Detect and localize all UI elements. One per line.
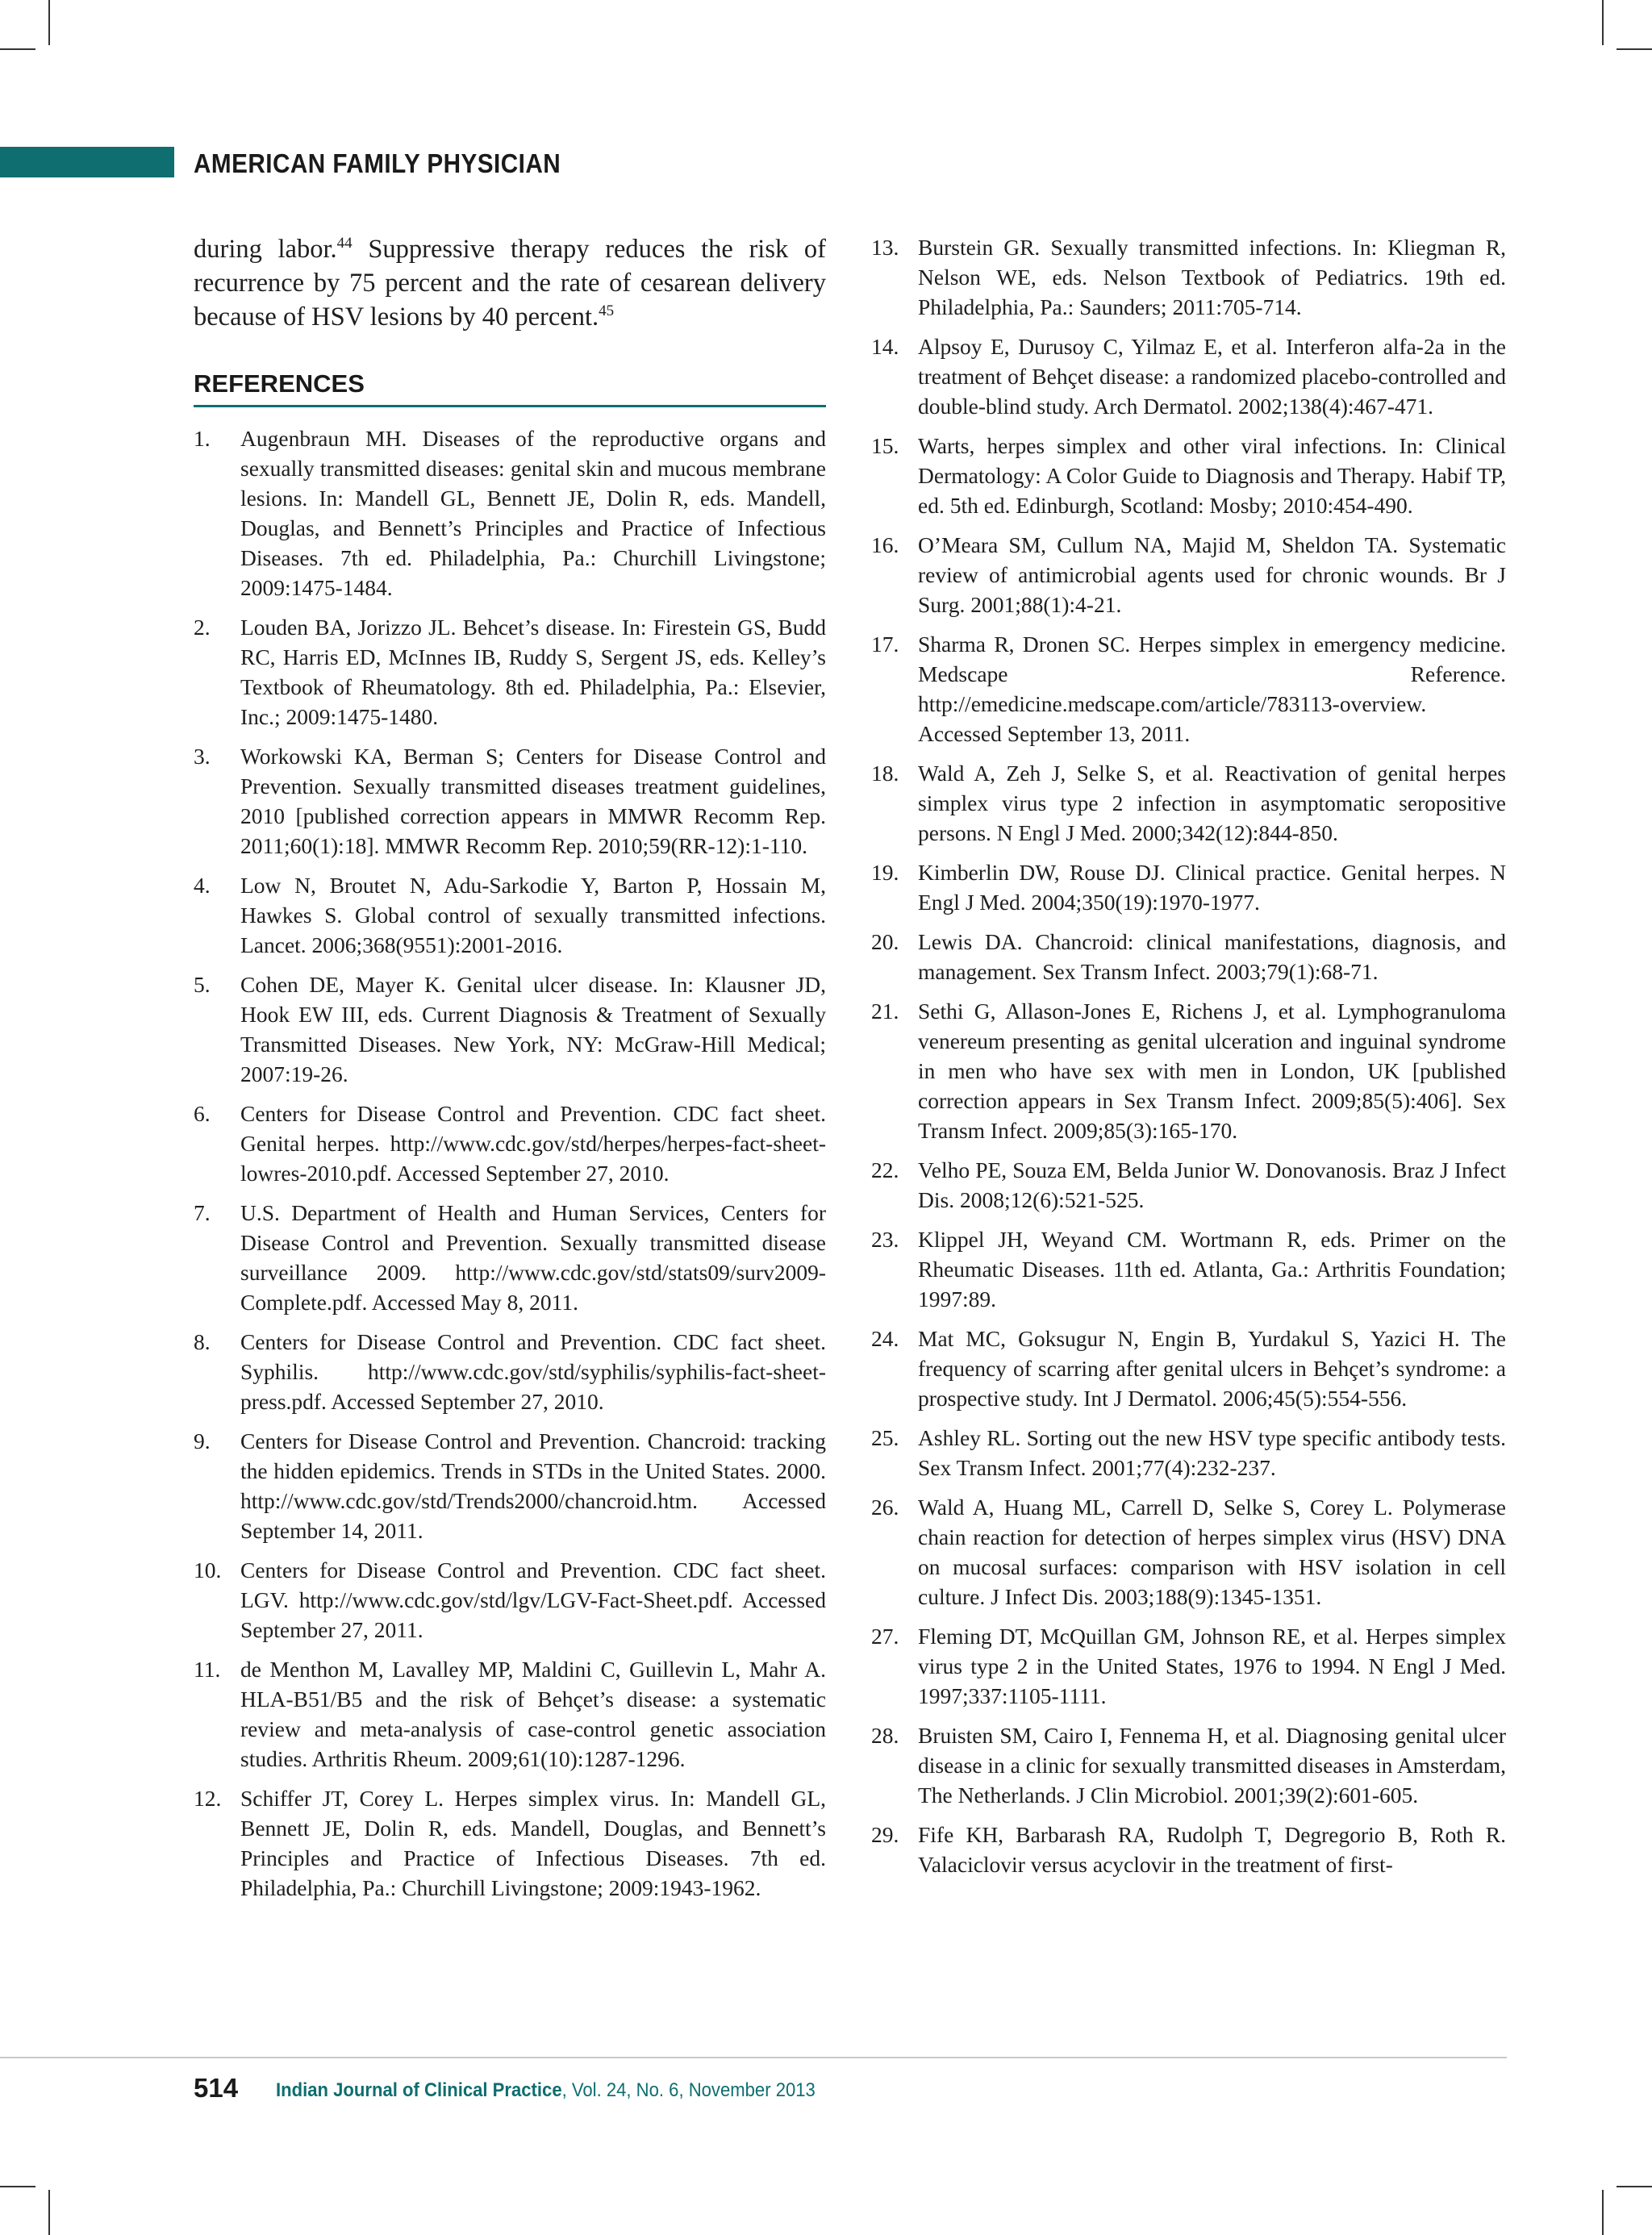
reference-number: 1. — [194, 426, 211, 451]
reference-number: 23. — [871, 1227, 899, 1252]
reference-text: Cohen DE, Mayer K. Genital ulcer disease. In: Klausner JD, Hook EW III, eds. Current Diagnosis & Treatment of Sexually Transmitted Diseases. New York, NY: McGraw-Hill Medical; 2007:19-26. — [240, 972, 826, 1086]
reference-text: Warts, herpes simplex and other viral infections. In: Clinical Dermatology: A Color Guide to Diagnosis and Therapy. Habif TP, ed. 5th ed. Edinburgh, Scotland: Mosby; 2010:454-490. — [918, 433, 1506, 518]
reference-text: Augenbraun MH. Diseases of the reproductive organs and sexually transmitted diseases: genital skin and mucous membrane lesions. In: Mandell GL, Bennett JE, Dolin R, eds. Mandell, Douglas, and Bennett’s Principles and Practice of Infectious Diseases. 7th ed. Philadelphia, Pa.: Churchill Livingstone; 2009:1475-1484. — [240, 426, 826, 600]
reference-item — [871, 857, 1506, 917]
reference-item — [871, 232, 1506, 322]
reference-item — [194, 1426, 826, 1545]
page-number: 514 — [194, 2073, 239, 2103]
reference-text: Burstein GR. Sexually transmitted infections. In: Kliegman R, Nelson WE, eds. Nelson Textbook of Pediatrics. 19th ed. Philadelphia, Pa.: Saunders; 2011:705-714. — [918, 235, 1506, 319]
reference-text: Velho PE, Souza EM, Belda Junior W. Donovanosis. Braz J Infect Dis. 2008;12(6):521-525. — [918, 1157, 1506, 1212]
reference-number: 26. — [871, 1495, 899, 1520]
footer-rule — [0, 2057, 1507, 2058]
reference-item — [871, 758, 1506, 848]
reference-text: Louden BA, Jorizzo JL. Behcet’s disease. In: Firestein GS, Budd RC, Harris ED, McInnes IB, Ruddy S, Sergent JS, eds. Kelley’s Textbook of Rheumatology. 8th ed. Philadelphia, Pa.: Elsevier, Inc.; 2009:1475-1480. — [240, 615, 826, 729]
reference-number: 14. — [871, 334, 899, 359]
reference-text: Mat MC, Goksugur N, Engin B, Yurdakul S, Yazici H. The frequency of scarring after genital ulcers in Behçet’s syndrome: a prospective study. Int J Dermatol. 2006;45(5):554-556. — [918, 1326, 1506, 1411]
reference-number: 8. — [194, 1329, 211, 1354]
reference-number: 2. — [194, 615, 211, 640]
crop-mark — [1617, 48, 1652, 50]
reference-number: 29. — [871, 1822, 899, 1847]
reference-text: de Menthon M, Lavalley MP, Maldini C, Guillevin L, Mahr A. HLA-B51/B5 and the risk of Behçet’s disease: a systematic review and meta-analysis of case-control genetic association studies. Arthritis Rheum. 2009;61(10):1287-1296. — [240, 1657, 826, 1771]
reference-text: Centers for Disease Control and Prevention. CDC fact sheet. LGV. http://www.cdc.gov/std/lgv/LGV-Fact-Sheet.pdf. Accessed September 27, 2011. — [240, 1557, 826, 1642]
reference-number: 17. — [871, 632, 899, 657]
reference-number: 20. — [871, 929, 899, 954]
reference-text: Klippel JH, Weyand CM. Wortmann R, eds. Primer on the Rheumatic Diseases. 11th ed. Atlanta, Ga.: Arthritis Foundation; 1997:89. — [918, 1227, 1506, 1311]
reference-list-left — [194, 423, 826, 1903]
crop-mark — [48, 0, 50, 45]
reference-number: 12. — [194, 1786, 222, 1811]
reference-number: 16. — [871, 532, 899, 557]
reference-list-right — [871, 232, 1506, 1879]
journal-name: AMERICAN FAMILY PHYSICIAN — [194, 148, 561, 178]
reference-text: Fleming DT, McQuillan GM, Johnson RE, et al. Herpes simplex virus type 2 in the United States, 1976 to 1994. N Engl J Med. 1997;337:1105-1111. — [918, 1624, 1506, 1708]
reference-text: Kimberlin DW, Rouse DJ. Clinical practice. Genital herpes. N Engl J Med. 2004;350(19):1970-1977. — [918, 860, 1506, 915]
reference-number: 5. — [194, 972, 211, 997]
reference-number: 11. — [194, 1657, 221, 1682]
reference-number: 6. — [194, 1101, 211, 1126]
footer-journal-title: Indian Journal of Clinical Practice — [276, 2079, 562, 2101]
reference-number: 24. — [871, 1326, 899, 1351]
reference-item — [194, 1555, 826, 1645]
reference-number: 21. — [871, 999, 899, 1024]
intro-text: during labor. — [194, 235, 337, 264]
reference-item — [194, 1327, 826, 1416]
intro-text: Suppressive therapy reduces the risk of recurrence by 75 percent and the rate of cesarean delivery because of HSV lesions by 40 percent. — [194, 235, 826, 331]
reference-number: 18. — [871, 761, 899, 786]
crop-mark — [1617, 2186, 1652, 2187]
reference-number: 25. — [871, 1425, 899, 1450]
reference-text: Low N, Broutet N, Adu-Sarkodie Y, Barton P, Hossain M, Hawkes S. Global control of sexually transmitted infections. Lancet. 2006;368(9551):2001-2016. — [240, 873, 826, 957]
reference-item — [194, 969, 826, 1089]
reference-item — [871, 1155, 1506, 1215]
reference-text: Sethi G, Allason-Jones E, Richens J, et al. Lymphogranuloma venereum presenting as genital ulceration and inguinal syndrome in men who have sex with men in London, UK [published correction appears in Sex Transm Infect. 2009;85(5):406]. Sex Transm Infect. 2009;85(3):165-170. — [918, 999, 1506, 1143]
reference-item — [871, 1324, 1506, 1413]
references-heading-text: REFERENCES — [194, 369, 365, 398]
reference-text: Ashley RL. Sorting out the new HSV type specific antibody tests. Sex Transm Infect. 2001;77(4):232-237. — [918, 1425, 1506, 1480]
crop-mark — [0, 48, 35, 50]
crop-mark — [0, 2186, 35, 2187]
reference-item — [871, 1621, 1506, 1711]
reference-text: Centers for Disease Control and Prevention. Chancroid: tracking the hidden epidemics. Trends in STDs in the United States. 2000. http://www.cdc.gov/std/Trends2000/chancroid.htm. Accessed September 14, 2011. — [240, 1428, 826, 1543]
reference-item — [194, 1654, 826, 1774]
reference-number: 28. — [871, 1723, 899, 1748]
reference-item — [871, 1224, 1506, 1314]
reference-text: Wald A, Huang ML, Carrell D, Selke S, Corey L. Polymerase chain reaction for detection of herpes simplex virus (HSV) DNA on mucosal surfaces: comparison with HSV isolation in cell culture. J Infect Dis. 2003;188(9):1345-1351. — [918, 1495, 1506, 1609]
reference-number: 7. — [194, 1200, 211, 1225]
footer-citation — [276, 2079, 816, 2102]
reference-number: 4. — [194, 873, 211, 898]
reference-item — [194, 1198, 826, 1317]
reference-item — [194, 1783, 826, 1903]
reference-item — [871, 1423, 1506, 1482]
reference-item — [871, 331, 1506, 421]
reference-text: Schiffer JT, Corey L. Herpes simplex virus. In: Mandell GL, Bennett JE, Dolin R, eds. Mandell, Douglas, and Bennett’s Principles and Practice of Infectious Diseases. 7th ed. Philadelphia, Pa.: Churchill Livingstone; 2009:1943-1962. — [240, 1786, 826, 1900]
reference-text: Centers for Disease Control and Prevention. CDC fact sheet. Genital herpes. http://www.cdc.gov/std/herpes/herpes-fact-sheet-lowres-2010.pdf. Accessed September 27, 2010. — [240, 1101, 826, 1186]
reference-number: 13. — [871, 235, 899, 260]
reference-item — [871, 629, 1506, 748]
reference-number: 10. — [194, 1557, 222, 1582]
reference-item — [194, 741, 826, 861]
reference-text: Centers for Disease Control and Prevention. CDC fact sheet. Syphilis. http://www.cdc.gov/std/syphilis/syphilis-fact-sheet-press.pdf. Accessed September 27, 2010. — [240, 1329, 826, 1414]
right-column — [871, 232, 1506, 1889]
reference-text: Bruisten SM, Cairo I, Fennema H, et al. Diagnosing genital ulcer disease in a clinic for sexually transmitted diseases in Amsterdam, The Netherlands. J Clin Microbiol. 2001;39(2):601-605. — [918, 1723, 1506, 1808]
reference-text: Workowski KA, Berman S; Centers for Disease Control and Prevention. Sexually transmitted diseases treatment guidelines, 2010 [published correction appears in MMWR Recomm Rep. 2011;60(1):18]. MMWR Recomm Rep. 2010;59(RR-12):1-110. — [240, 744, 826, 858]
reference-text: O’Meara SM, Cullum NA, Majid M, Sheldon TA. Systematic review of antimicrobial agents used for chronic wounds. Br J Surg. 2001;88(1):4-21. — [918, 532, 1506, 617]
header-accent-bar — [0, 147, 174, 177]
citation-superscript: 45 — [599, 302, 615, 320]
reference-item — [194, 423, 826, 603]
footer-issue: , Vol. 24, No. 6, November 2013 — [561, 2079, 816, 2101]
citation-superscript: 44 — [336, 235, 353, 252]
reference-item — [871, 431, 1506, 520]
reference-text: Wald A, Zeh J, Selke S, et al. Reactivation of genital herpes simplex virus type 2 infection in asymptomatic seropositive persons. N Engl J Med. 2000;342(12):844-850. — [918, 761, 1506, 845]
reference-item — [871, 530, 1506, 619]
reference-number: 22. — [871, 1157, 899, 1182]
reference-item — [871, 1492, 1506, 1612]
reference-text: Lewis DA. Chancroid: clinical manifestations, diagnosis, and management. Sex Transm Infect. 2003;79(1):68-71. — [918, 929, 1506, 984]
intro-paragraph — [194, 232, 826, 334]
crop-mark — [1602, 0, 1604, 45]
left-column — [194, 232, 826, 1912]
reference-number: 9. — [194, 1428, 211, 1453]
reference-item — [194, 1099, 826, 1188]
reference-number: 15. — [871, 433, 899, 458]
crop-mark — [1602, 2190, 1604, 2235]
reference-item — [871, 927, 1506, 986]
reference-item — [194, 612, 826, 732]
reference-item — [871, 1820, 1506, 1879]
reference-number: 27. — [871, 1624, 899, 1649]
references-heading — [194, 369, 826, 407]
reference-item — [194, 870, 826, 960]
reference-item — [871, 996, 1506, 1145]
reference-item — [871, 1720, 1506, 1810]
reference-number: 3. — [194, 744, 211, 769]
crop-mark — [48, 2190, 50, 2235]
reference-text: Sharma R, Dronen SC. Herpes simplex in emergency medicine. Medscape Reference. http://emedicine.medscape.com/article/783113-overview. Accessed September 13, 2011. — [918, 632, 1506, 746]
reference-text: Alpsoy E, Durusoy C, Yilmaz E, et al. Interferon alfa-2a in the treatment of Behçet disease: a randomized placebo-controlled and double-blind study. Arch Dermatol. 2002;138(4):467-471. — [918, 334, 1506, 419]
reference-number: 19. — [871, 860, 899, 885]
reference-text: U.S. Department of Health and Human Services, Centers for Disease Control and Prevention. Sexually transmitted disease surveillance 2009. http://www.cdc.gov/std/stats09/surv2009-Complete.pdf. Accessed May 8, 2011. — [240, 1200, 826, 1315]
reference-text: Fife KH, Barbarash RA, Rudolph T, Degregorio B, Roth R. Valaciclovir versus acyclovir in the treatment of first- — [918, 1822, 1506, 1877]
